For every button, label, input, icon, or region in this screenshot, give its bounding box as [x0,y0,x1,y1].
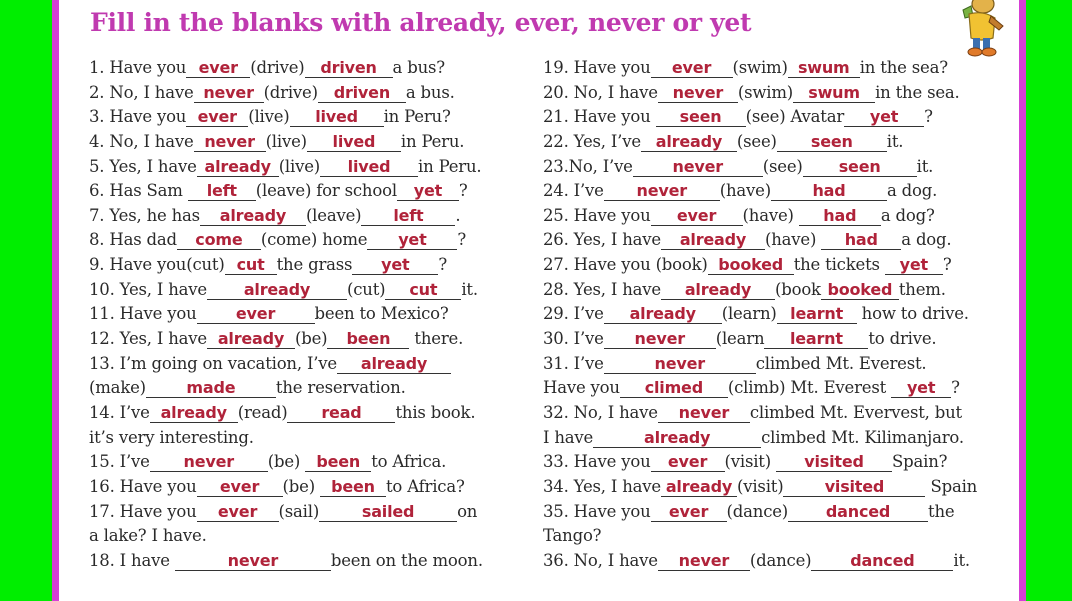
answer-blank[interactable]: already [337,354,451,374]
answer-blank[interactable]: lived [290,107,384,127]
prompt-text: climbed Mt. Kilimanjaro. [761,427,964,447]
answer-blank[interactable]: already [604,304,722,324]
exercise-line [543,426,993,451]
answer-blank[interactable]: booked [821,280,899,300]
answer-blank[interactable]: had [821,230,901,250]
exercise-line [89,302,529,327]
prompt-text: it. [916,156,934,176]
prompt-text: Spain [925,476,978,496]
exercise-line [543,204,993,229]
exercise-line [543,376,993,401]
answer-blank[interactable]: never [604,329,716,349]
prompt-text: (be) [282,476,320,496]
right-exercise-column [543,56,993,573]
prompt-text: 3. Have you [89,107,187,127]
answer-blank[interactable]: never [604,354,756,374]
prompt-text: (have) [764,230,822,250]
prompt-text: in the sea? [859,58,948,77]
prompt-text: 25. Have you [543,205,651,225]
prompt-text: 32. No, I have [543,402,658,422]
prompt-text: (learn [715,329,765,349]
answer-blank[interactable]: never [604,181,720,201]
answer-blank[interactable]: had [771,181,887,201]
prompt-text: 22. Yes, I’ve [543,131,641,151]
answer-blank[interactable]: never [658,403,750,423]
answer-blank[interactable]: already [207,329,295,349]
prompt-text: (cut) [346,279,386,299]
prompt-text: (see) [736,131,777,151]
answer-blank[interactable]: already [197,157,279,177]
answer-blank[interactable]: visited [783,477,925,497]
prompt-text: 10. Yes, I have [89,279,207,299]
answer-blank[interactable]: climed [620,378,728,398]
answer-blank[interactable]: already [641,132,737,152]
exercise-line [89,450,529,475]
prompt-text: ? [457,230,467,250]
prompt-text: (sail) [278,501,320,521]
prompt-text: a lake? I have. [89,526,207,546]
exercise-line [543,253,993,278]
exercise-line [89,155,529,180]
exercise-line [89,475,529,500]
answer-blank[interactable]: already [150,403,238,423]
prompt-text: 16. Have you [89,476,197,496]
prompt-text: (see) Avatar [745,107,845,127]
answer-blank[interactable]: never [175,551,331,571]
exercise-line [89,327,529,352]
answer-blank[interactable]: already [200,206,306,226]
prompt-text: ? [458,181,468,201]
prompt-text: 11. Have you [89,304,197,324]
answer-blank[interactable]: sailed [319,502,457,522]
exercise-line [543,549,993,574]
answer-blank[interactable]: lived [307,132,401,152]
exercise-line [89,228,529,253]
exercise-line [543,179,993,204]
answer-blank[interactable]: learnt [764,329,868,349]
prompt-text: 9. Have you(cut) [89,255,225,275]
prompt-text: ? [924,107,933,127]
answer-blank[interactable]: made [146,378,276,398]
prompt-text: it. [886,131,904,151]
prompt-text: Have you [543,378,620,398]
exercise-line [543,450,993,475]
exercise-line [89,278,529,303]
prompt-text: 24. I’ve [543,181,604,201]
prompt-text: (dance) [726,501,789,521]
exercise-line [89,179,529,204]
prompt-text: 29. I’ve [543,304,604,324]
answer-blank[interactable]: ever [197,477,283,497]
prompt-text: there. [409,329,464,349]
exercise-line [543,81,993,106]
prompt-text: 21. Have you [543,107,656,127]
prompt-text: to drive. [868,329,937,349]
prompt-text: 18. I have [89,550,175,570]
prompt-text: (have) [742,205,799,225]
prompt-text: in Peru. [400,131,465,151]
prompt-text: Tango? [543,526,602,546]
prompt-text: how to drive. [856,304,969,324]
exercise-line [543,155,993,180]
prompt-text: ? [942,255,952,275]
answer-blank[interactable]: been [305,452,371,472]
answer-blank[interactable]: yet [885,255,943,275]
exercise-line [543,302,993,327]
exercise-line [89,81,529,106]
prompt-text: (have) [719,181,771,201]
prompt-text: 35. Have you [543,501,651,521]
answer-blank[interactable]: yet [352,255,438,275]
prompt-text: 5. Yes, I have [89,156,197,176]
answer-blank[interactable]: booked [708,255,794,275]
prompt-text: (dance) [749,550,812,570]
prompt-text: 23.No, I’ve [543,156,633,176]
prompt-text: 34. Yes, I have [543,476,661,496]
exercise-line [543,105,993,130]
prompt-text: (drive) [250,58,305,77]
prompt-text: 2. No, I have [89,82,194,102]
answer-blank[interactable]: come [177,230,261,250]
answer-blank[interactable]: been [320,477,386,497]
prompt-text: (book [774,279,821,299]
prompt-text: in the sea. [875,82,960,102]
prompt-text: 26. Yes, I have [543,230,661,250]
exercise-line [543,130,993,155]
exercise-line [543,327,993,352]
prompt-text: in Peru. [418,156,482,176]
prompt-text: 27. Have you (book) [543,255,708,275]
exercise-line [89,401,529,426]
prompt-text: (swim) [737,82,794,102]
prompt-text: 20. No, I have [543,82,658,102]
answer-blank[interactable]: ever [651,206,743,226]
exercise-line [89,130,529,155]
prompt-text: been on the moon. [330,550,483,570]
prompt-text: Spain? [892,452,948,472]
answer-blank[interactable]: danced [811,551,953,571]
answer-blank[interactable]: seen [777,132,887,152]
prompt-text: to Africa? [385,476,465,496]
prompt-text: 14. I’ve [89,402,150,422]
prompt-text: . [455,205,461,225]
exercise-line [89,549,529,574]
answer-blank[interactable]: never [194,132,266,152]
prompt-text: 13. I’m going on vacation, I’ve [89,353,337,373]
prompt-text: 8. Has dad [89,230,177,250]
prompt-text: 12. Yes, I have [89,329,207,349]
prompt-text: climbed Mt. Evervest, but [749,402,962,422]
answer-blank[interactable]: yet [844,107,924,127]
answer-blank[interactable]: ever [651,58,733,78]
answer-blank[interactable]: left [361,206,455,226]
prompt-text: I have [543,427,594,447]
answer-blank[interactable]: already [661,477,737,497]
exercise-line [543,278,993,303]
prompt-text: a dog. [886,181,938,201]
prompt-text: it. [953,550,970,570]
answer-blank[interactable]: never [633,157,763,177]
prompt-text: on [457,501,478,521]
prompt-text: (be) [267,452,306,472]
prompt-text: 28. Yes, I have [543,279,661,299]
prompt-text: (read) [237,402,288,422]
prompt-text: to Africa. [371,452,447,472]
answer-blank[interactable]: cut [225,255,277,275]
prompt-text: a dog. [901,230,952,250]
prompt-text: 33. Have you [543,452,651,472]
answer-blank[interactable]: already [661,280,775,300]
prompt-text: the grass [276,255,353,275]
answer-blank[interactable]: yet [397,181,459,201]
prompt-text: (drive) [263,82,318,102]
prompt-text: (see) [762,156,803,176]
answer-blank[interactable]: ever [651,452,725,472]
prompt-text: climbed Mt. Everest. [755,353,927,373]
answer-blank[interactable]: swum [793,83,875,103]
answer-blank[interactable]: already [593,428,761,448]
answer-blank[interactable]: seen [803,157,917,177]
answer-blank[interactable]: visited [776,452,892,472]
prompt-text: in Peru? [383,107,451,127]
prompt-text: (live) [265,131,307,151]
prompt-text: it’s very interesting. [89,427,254,447]
answer-blank[interactable]: left [188,181,256,201]
prompt-text: (make) [89,378,146,398]
answer-blank[interactable]: yet [367,230,457,250]
exercise-line [543,475,993,500]
prompt-text: 19. Have you [543,58,651,77]
scarecrow-icon [943,0,1005,58]
prompt-text: (learn) [721,304,777,324]
answer-blank[interactable]: been [327,329,409,349]
answer-blank[interactable]: ever [186,58,250,78]
prompt-text: (leave) [305,205,362,225]
answer-blank[interactable]: ever [197,502,279,522]
answer-blank[interactable]: driven [305,58,393,78]
exercise-line [89,376,529,401]
answer-blank[interactable]: never [150,452,268,472]
answer-blank[interactable]: already [207,280,347,300]
exercise-line [89,500,529,525]
exercise-line [543,401,993,426]
answer-blank[interactable]: never [194,83,264,103]
prompt-text: 15. I’ve [89,452,150,472]
left-exercise-column [89,56,529,573]
answer-blank[interactable]: yet [891,378,951,398]
exercise-line [89,105,529,130]
prompt-text: (swim) [732,58,788,77]
exercise-line [89,253,529,278]
prompt-text: 31. I’ve [543,353,604,373]
prompt-text: a dog? [880,205,935,225]
prompt-text: a bus? [392,58,445,77]
answer-blank[interactable]: ever [651,502,727,522]
prompt-text: (come) home [260,230,368,250]
answer-blank[interactable]: never [658,83,738,103]
exercise-line [543,228,993,253]
answer-blank[interactable]: swum [788,58,860,78]
prompt-text: 17. Have you [89,501,197,521]
answer-blank[interactable]: driven [318,83,406,103]
exercise-line [89,352,529,377]
answer-blank[interactable]: had [799,206,881,226]
prompt-text: them. [898,279,946,299]
prompt-text: been to Mexico? [314,304,449,324]
exercise-line [543,352,993,377]
exercise-line [543,524,993,549]
exercise-line [89,56,529,81]
prompt-text: 6. Has Sam [89,181,188,201]
prompt-text: 1. Have you [89,58,187,77]
prompt-text: (be) [294,329,328,349]
answer-blank[interactable]: already [661,230,765,250]
prompt-text: a bus. [405,82,455,102]
answer-blank[interactable]: ever [197,304,315,324]
prompt-text: the tickets [793,255,885,275]
prompt-text: 36. No, I have [543,550,658,570]
answer-blank[interactable]: never [658,551,750,571]
prompt-text: (visit) [736,476,784,496]
prompt-text: it. [461,279,478,299]
prompt-text: this book. [395,402,476,422]
answer-blank[interactable]: read [287,403,395,423]
exercise-line [89,426,529,451]
answer-blank[interactable]: cut [385,280,461,300]
prompt-text: 30. I’ve [543,329,604,349]
exercise-line [543,500,993,525]
prompt-text: (climb) Mt. Everest [727,378,892,398]
prompt-text: 7. Yes, he has [89,205,200,225]
prompt-text: 4. No, I have [89,131,194,151]
worksheet-title: Fill in the blanks with already, ever, never or yet [90,8,752,37]
answer-blank[interactable]: ever [186,107,248,127]
prompt-text: (visit) [724,452,777,472]
prompt-text: ? [438,255,447,275]
exercise-line [543,56,993,81]
prompt-text: the [928,501,955,521]
prompt-text: (live) [278,156,321,176]
prompt-text: ? [951,378,960,398]
prompt-text: (live) [248,107,290,127]
answer-blank[interactable]: seen [656,107,746,127]
answer-blank[interactable]: lived [320,157,418,177]
exercise-line [89,524,529,549]
answer-blank[interactable]: learnt [777,304,857,324]
prompt-text: (leave) for school [255,181,397,201]
answer-blank[interactable]: danced [788,502,928,522]
prompt-text: the reservation. [275,378,406,398]
exercise-line [89,204,529,229]
